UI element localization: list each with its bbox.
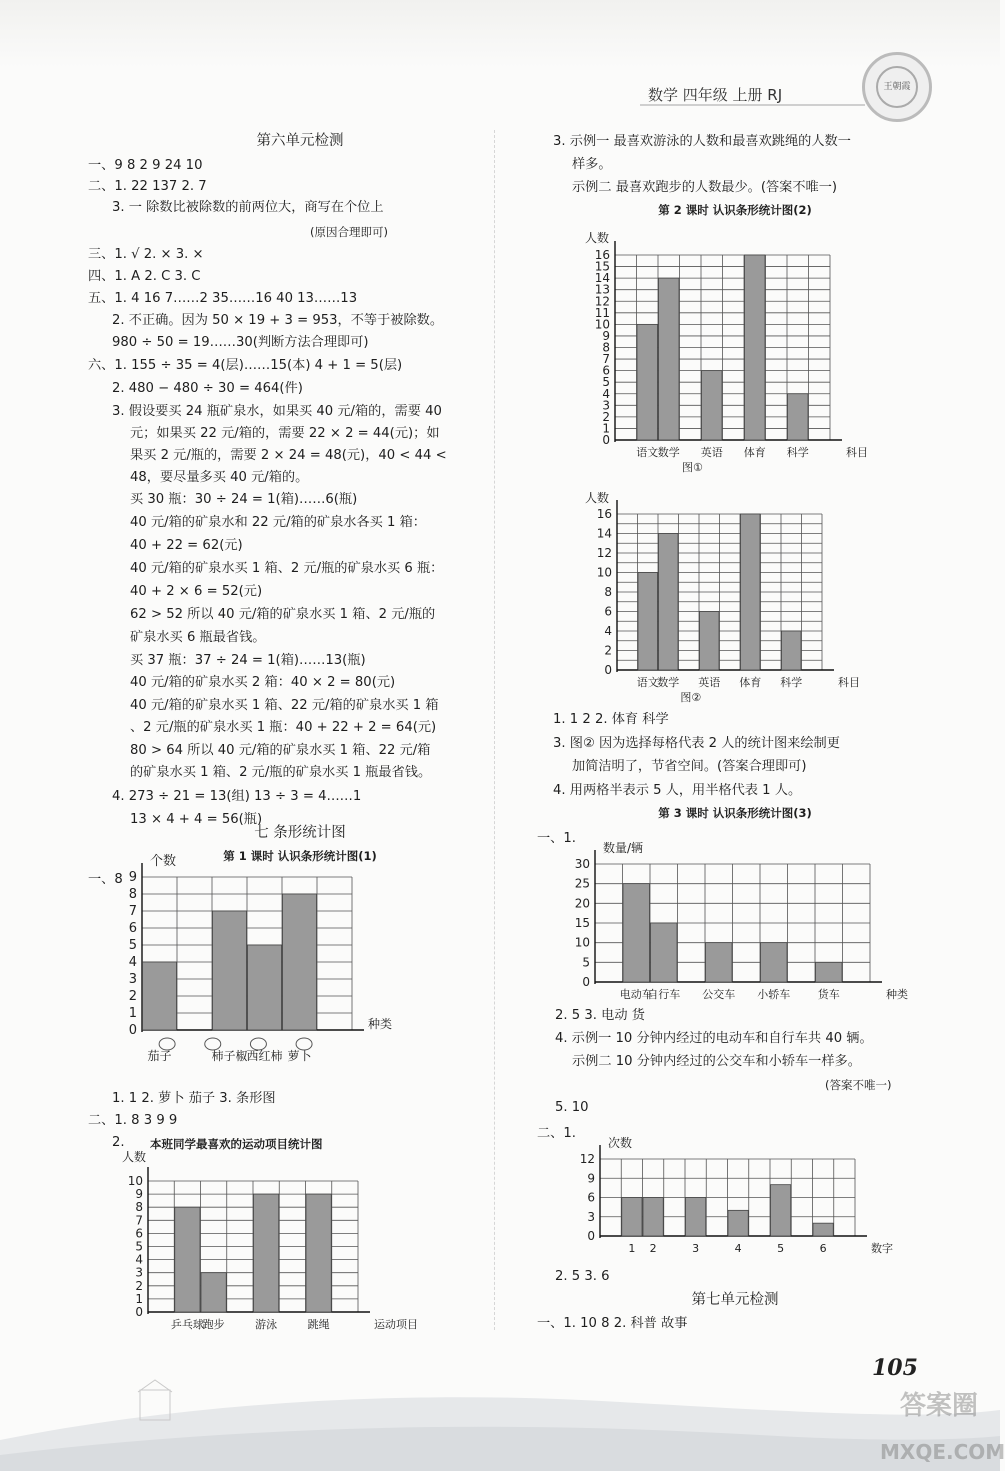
y-tick-label: 0 <box>135 1305 143 1319</box>
lesson2-title: 第 2 课时 认识条形统计图(2) <box>658 203 812 217</box>
y-axis-label: 人数 <box>585 491 610 505</box>
x-axis-label: 运动项目 <box>374 1318 418 1331</box>
answer-line: 4. 示例一 10 分钟内经过的电动车和自行车共 40 辆。 <box>555 1031 873 1046</box>
x-tick-label: 柿子椒 <box>211 1049 248 1063</box>
answer-line: 加简洁明了，节省空间。(答案合理即可) <box>572 759 807 774</box>
y-tick-label: 5 <box>128 938 137 953</box>
answer-line: 2. 5 3. 电动 货 <box>555 1008 645 1023</box>
x-axis-label: 科目 <box>838 676 860 689</box>
x-tick-label: 数学 <box>657 446 680 459</box>
watermark-logo: 答案圈 <box>900 1391 979 1421</box>
answer-line: (答案不唯一) <box>825 1078 892 1092</box>
x-tick-label: 科学 <box>780 676 803 689</box>
y-tick-label: 9 <box>602 328 610 343</box>
l1-q2-2-title: 本班同学最喜欢的运动项目统计图 <box>150 1137 323 1151</box>
chapter7-title: 七 条形统计图 <box>254 825 346 841</box>
y-tick-label: 0 <box>587 1229 595 1243</box>
unit6-line: 三、1. √ 2. × 3. × <box>88 247 204 262</box>
answer-line: 样多。 <box>572 157 612 172</box>
x-tick-label: 乒乓球 <box>170 1318 204 1331</box>
y-tick-label: 7 <box>135 1213 143 1228</box>
y-tick-label: 0 <box>128 1023 137 1038</box>
answer-line: 5. 10 <box>555 1100 589 1115</box>
y-tick-label: 5 <box>602 375 610 390</box>
y-tick-label: 6 <box>602 363 610 378</box>
bar <box>306 1194 331 1312</box>
x-axis-label: 数字 <box>871 1242 893 1255</box>
bar <box>248 945 282 1030</box>
unit6-line: 四、1. A 2. C 3. C <box>88 269 201 284</box>
unit6-line: 40 元/箱的矿泉水买 2 箱：40 × 2 = 80(元) <box>130 675 396 690</box>
x-axis-label: 种类 <box>886 988 908 1001</box>
y-tick-label: 3 <box>135 1265 143 1280</box>
answer-line: 3. 示例一 最喜欢游泳的人数和最喜欢跳绳的人数一 <box>553 134 851 149</box>
y-tick-label: 11 <box>594 305 610 320</box>
bar <box>623 884 650 982</box>
x-tick-label: 茄子 <box>147 1049 172 1063</box>
y-tick-label: 12 <box>594 294 610 309</box>
bar <box>745 255 766 440</box>
x-tick-label: 英语 <box>700 446 723 459</box>
sport-favorite-chart <box>112 1142 502 1337</box>
y-tick-label: 9 <box>135 1187 143 1202</box>
bar <box>813 1223 833 1236</box>
y-tick-label: 9 <box>587 1171 595 1186</box>
y-tick-label: 8 <box>604 585 612 599</box>
watermark-url: MXQE.COM <box>880 1440 1005 1464</box>
x-tick-label: 5 <box>777 1242 785 1255</box>
unit6-line: 买 30 瓶：30 ÷ 24 = 1(箱)……6(瓶) <box>130 492 358 507</box>
y-tick-label: 10 <box>574 935 590 950</box>
y-tick-label: 2 <box>128 989 137 1004</box>
answer-line: 1. 1 2 2. 体育 科学 <box>553 712 669 727</box>
unit6-line: 980 ÷ 50 = 19……30(判断方法合理即可) <box>112 335 369 350</box>
y-tick-label: 3 <box>587 1209 595 1224</box>
y-tick-label: 6 <box>587 1190 595 1205</box>
y-tick-label: 7 <box>128 904 137 919</box>
x-tick-label: 电动车 <box>619 988 653 1001</box>
bar <box>643 1198 663 1237</box>
y-tick-label: 3 <box>602 398 610 413</box>
x-tick-label: 跳绳 <box>307 1318 330 1331</box>
y-tick-label: 7 <box>602 352 610 367</box>
y-axis-label: 人数 <box>122 1150 147 1164</box>
figure-caption: 图① <box>681 461 703 474</box>
x-tick-label: 2 <box>649 1242 657 1255</box>
y-tick-label: 15 <box>594 259 610 274</box>
header-rule <box>640 104 865 106</box>
page-header-title: 数学 四年级 上册 RJ <box>648 86 783 104</box>
bar <box>175 1207 200 1312</box>
y-tick-label: 4 <box>128 955 137 970</box>
x-tick-label: 跑步 <box>202 1318 225 1331</box>
unit6-line: 40 元/箱的矿泉水买 1 箱、22 元/箱的矿泉水买 1 箱 <box>130 698 439 713</box>
answer-line: 示例二 10 分钟内经过的公交车和小轿车一样多。 <box>572 1054 861 1069</box>
x-tick-label: 小轿车 <box>757 988 791 1001</box>
y-tick-label: 15 <box>574 916 590 930</box>
unit6-title: 第六单元检测 <box>256 133 344 149</box>
unit6-line: 一、9 8 2 9 24 10 <box>88 158 203 173</box>
bar <box>702 371 723 440</box>
bar <box>761 943 788 982</box>
lesson1-title: 第 1 课时 认识条形统计图(1) <box>223 849 377 863</box>
unit6-line: 2. 不正确。因为 50 × 19 + 3 = 953，不等于被除数。 <box>112 313 444 328</box>
y-tick-label: 30 <box>574 857 590 871</box>
x-axis-label: 科目 <box>846 446 868 459</box>
y-tick-label: 4 <box>602 386 610 401</box>
answer-line: 3. 图② 因为选择每格代表 2 人的统计图来绘制更 <box>553 736 840 751</box>
x-tick-label: 游泳 <box>255 1318 278 1331</box>
bar <box>283 894 317 1030</box>
y-tick-label: 13 <box>594 282 610 297</box>
y-tick-label: 4 <box>604 624 612 638</box>
y-tick-label: 5 <box>582 955 590 970</box>
l3-q1-prefix: 一、1. <box>537 831 576 846</box>
bar <box>637 324 658 440</box>
y-tick-label: 1 <box>135 1291 143 1306</box>
bar <box>143 962 177 1030</box>
y-tick-label: 16 <box>596 507 612 521</box>
x-tick-label: 自行车 <box>647 988 681 1001</box>
answer-line: 示例二 最喜欢跑步的人数最少。(答案不唯一) <box>572 180 838 195</box>
x-tick-label: 体育 <box>743 446 766 459</box>
unit6-line: 六、1. 155 ÷ 35 = 4(层)……15(本) 4 + 1 = 5(层) <box>88 358 403 373</box>
l1-q2-2-num: 2. <box>112 1135 125 1150</box>
lesson3-title: 第 3 课时 认识条形统计图(3) <box>658 806 812 820</box>
y-tick-label: 12 <box>579 1152 595 1166</box>
x-tick-label: 6 <box>819 1242 827 1255</box>
x-tick-label: 货车 <box>817 988 840 1001</box>
y-tick-label: 14 <box>596 526 612 541</box>
unit6-line: 40 元/箱的矿泉水买 1 箱、2 元/瓶的矿泉水买 6 瓶： <box>130 561 444 576</box>
x-tick-label: 公交车 <box>702 988 736 1001</box>
bar <box>728 1210 748 1236</box>
page-number: 105 <box>872 1355 918 1381</box>
x-tick-label: 1 <box>628 1242 636 1255</box>
y-tick-label: 25 <box>574 876 590 891</box>
bar <box>659 534 679 671</box>
y-tick-label: 1 <box>602 421 610 436</box>
y-tick-label: 16 <box>594 248 610 262</box>
subject-chart-fig1 <box>575 215 875 475</box>
unit6-line: 40 + 2 × 6 = 52(元) <box>130 584 263 599</box>
x-tick-label: 语文 <box>636 676 659 689</box>
number-count-chart <box>560 1118 900 1258</box>
y-tick-label: 12 <box>596 546 612 560</box>
unit6-line: 二、1. 22 137 2. 7 <box>88 179 207 194</box>
y-tick-label: 1 <box>128 1006 137 1021</box>
y-axis-label: 个数 <box>150 854 177 869</box>
unit6-line: 3. 一 除数比被除数的前两位大，商写在个位上 <box>112 200 384 215</box>
subject-chart-fig2 <box>575 475 875 710</box>
l1-q1-prefix: 一、8 <box>88 872 123 887</box>
footer-hill-decoration <box>0 1380 1000 1471</box>
y-tick-label: 2 <box>604 643 612 658</box>
unit6-line: 的矿泉水买 1 箱、2 元/瓶的矿泉水买 1 瓶最省钱。 <box>130 765 432 780</box>
x-axis-label: 种类 <box>368 1017 393 1031</box>
bar <box>638 573 658 671</box>
y-tick-label: 6 <box>128 921 137 936</box>
y-tick-label: 6 <box>135 1226 143 1241</box>
bar <box>659 278 680 440</box>
y-tick-label: 8 <box>602 340 610 355</box>
y-tick-label: 2 <box>135 1278 143 1293</box>
bar <box>254 1194 279 1312</box>
bar <box>700 612 720 671</box>
unit6-line: 4. 273 ÷ 21 = 13(组) 13 ÷ 3 = 4……1 <box>112 789 362 804</box>
y-tick-label: 4 <box>135 1252 143 1267</box>
bar <box>622 1198 642 1237</box>
x-tick-label: 4 <box>734 1242 742 1255</box>
y-tick-label: 10 <box>596 565 612 580</box>
bar <box>771 1185 791 1236</box>
y-tick-label: 6 <box>604 604 612 619</box>
x-tick-label: 英语 <box>698 676 721 689</box>
l1-answers: 1. 1 2. 萝卜 茄子 3. 条形图 <box>112 1091 276 1106</box>
x-tick-label: 西红柿 <box>246 1049 283 1063</box>
unit6-line: 、2 元/瓶的矿泉水买 1 瓶：40 + 22 + 2 = 64(元) <box>130 720 437 735</box>
unit6-line: 2. 480 − 480 ÷ 30 = 464(件) <box>112 381 303 396</box>
unit6-line: 40 元/箱的矿泉水和 22 元/箱的矿泉水各买 1 箱： <box>130 515 426 530</box>
bar <box>816 962 843 982</box>
x-tick-label: 3 <box>692 1242 700 1255</box>
unit6-line: 元；如果买 22 元/箱的，需要 22 × 2 = 44(元)；如 <box>130 426 440 441</box>
y-tick-label: 8 <box>135 1200 143 1215</box>
x-tick-label: 科学 <box>786 446 809 459</box>
y-tick-label: 5 <box>135 1239 143 1254</box>
y-tick-label: 3 <box>128 972 137 987</box>
bar <box>686 1198 706 1237</box>
l3-q2-prefix: 二、1. <box>537 1126 576 1141</box>
l1-q2: 二、1. 8 3 9 9 <box>88 1113 178 1128</box>
x-tick-label: 语文 <box>636 446 659 459</box>
y-tick-label: 10 <box>127 1174 143 1188</box>
y-tick-label: 8 <box>128 887 137 902</box>
unit6-line: 矿泉水买 6 瓶最省钱。 <box>130 630 266 645</box>
bar <box>213 911 247 1030</box>
y-tick-label: 9 <box>128 870 137 885</box>
unit6-line: 13 × 4 + 4 = 56(瓶) <box>130 812 263 827</box>
unit6-line: 62 > 52 所以 40 元/箱的矿泉水买 1 箱、2 元/瓶的 <box>130 607 436 622</box>
x-tick-label: 体育 <box>739 676 762 689</box>
unit6-line: 80 > 64 所以 40 元/箱的矿泉水买 1 箱、22 元/箱 <box>130 743 431 758</box>
answer-line: 4. 用两格半表示 5 人，用半格代表 1 人。 <box>553 783 802 798</box>
unit6-line: 48，要尽量多买 40 元/箱的。 <box>130 470 309 485</box>
header-band <box>0 0 1000 68</box>
unit7-title: 第七单元检测 <box>691 1292 779 1308</box>
unit6-line: 五、1. 4 16 7……2 35……16 40 13……13 <box>88 291 358 306</box>
unit6-line: 40 + 22 = 62(元) <box>130 538 243 553</box>
unit6-line: 买 37 瓶：37 ÷ 24 = 1(箱)……13(瓶) <box>130 653 366 668</box>
y-tick-label: 14 <box>594 271 610 286</box>
badge-label: 王朝霞 <box>876 66 918 108</box>
x-tick-label: 数学 <box>657 676 680 689</box>
y-axis-label: 人数 <box>585 231 610 245</box>
y-tick-label: 20 <box>574 896 590 911</box>
brand-badge-icon <box>862 52 932 122</box>
l3-q2-answers: 2. 5 3. 6 <box>555 1269 610 1284</box>
unit6-line: (原因合理即可) <box>310 225 388 239</box>
y-tick-label: 2 <box>602 409 610 424</box>
y-axis-label: 数量/辆 <box>603 841 644 855</box>
y-tick-label: 0 <box>604 663 612 677</box>
bar <box>741 514 761 670</box>
bar <box>782 631 802 670</box>
y-tick-label: 0 <box>582 975 590 989</box>
vehicle-count-chart <box>555 822 908 1002</box>
bar <box>651 923 678 982</box>
y-tick-label: 0 <box>602 433 610 447</box>
bar <box>201 1273 226 1312</box>
unit6-line: 3. 假设要买 24 瓶矿泉水，如果买 40 元/箱的，需要 40 <box>112 404 442 419</box>
bar <box>788 394 809 440</box>
bar <box>706 943 733 982</box>
y-tick-label: 10 <box>594 317 610 332</box>
unit7-line: 一、1. 10 8 2. 科普 故事 <box>537 1316 688 1331</box>
x-tick-label: 萝卜 <box>287 1049 312 1063</box>
unit6-line: 果买 2 元/瓶的，需要 2 × 24 = 48(元)，40 < 44 < <box>130 448 447 463</box>
y-axis-label: 次数 <box>608 1136 633 1150</box>
figure-caption: 图② <box>680 691 702 704</box>
